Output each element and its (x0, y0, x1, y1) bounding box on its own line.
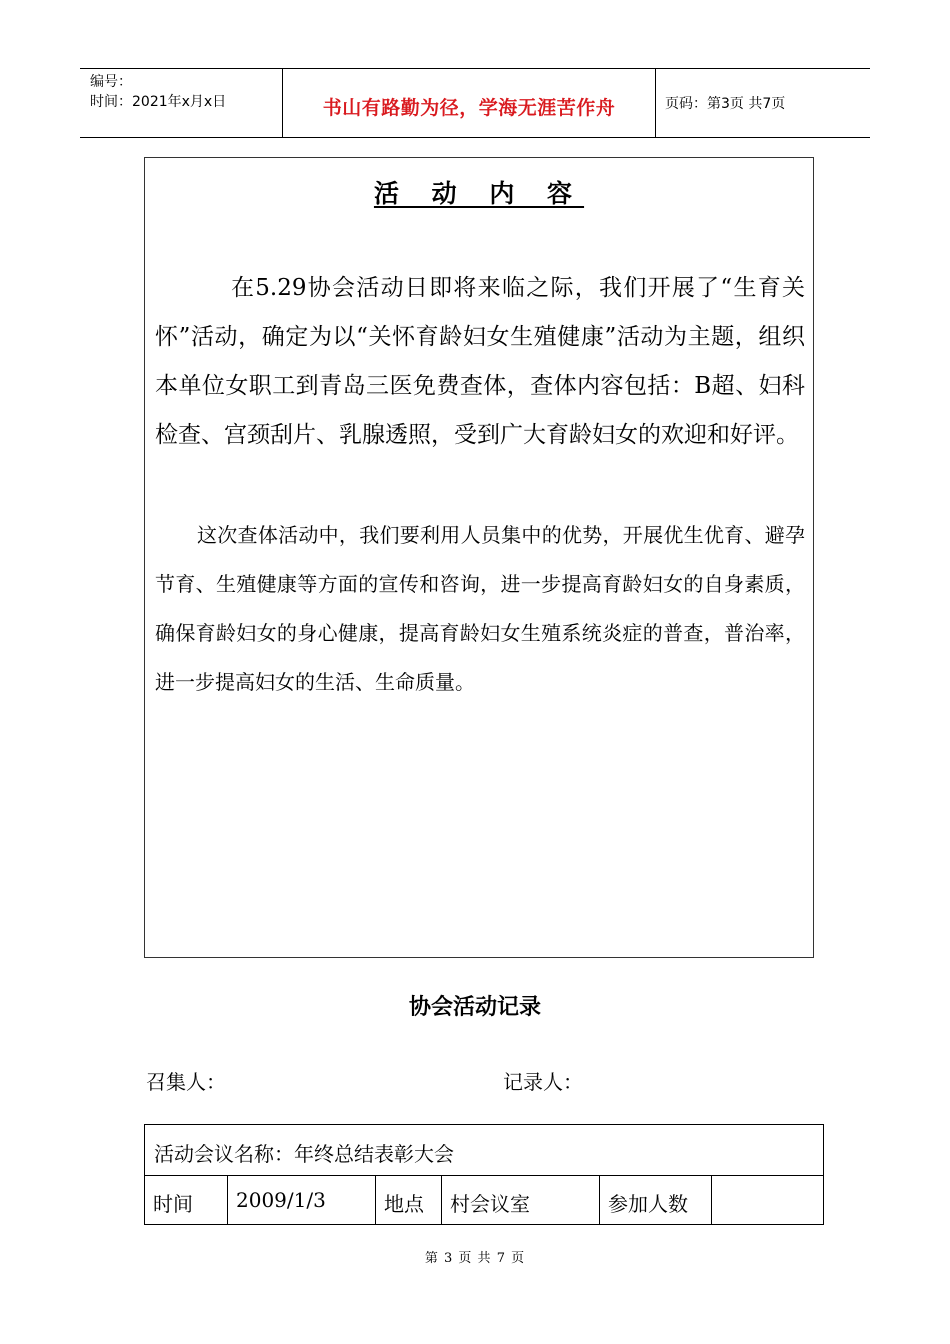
place-label-cell (375, 1176, 441, 1224)
document-header (80, 68, 870, 138)
header-meta-cell (80, 69, 282, 137)
header-page-cell (655, 69, 870, 137)
recorder-label: 记录人： (503, 1070, 583, 1094)
place-value: 村会议室 (450, 1192, 530, 1216)
time-label-cell (145, 1176, 227, 1224)
activity-content-box (144, 157, 814, 958)
page-info: 页码：第3页 共7页 (665, 96, 786, 112)
meeting-details-row (145, 1176, 823, 1224)
time-value-cell (227, 1176, 375, 1224)
page-footer: 第 3 页 共 7 页 (424, 1251, 526, 1266)
time-label-text: 时间 (153, 1192, 193, 1216)
meeting-name: 活动会议名称：年终总结表彰大会 (154, 1142, 454, 1166)
participants-label-cell (599, 1176, 711, 1224)
record-table (144, 1124, 824, 1225)
activity-title: 活 动 内 容 (373, 179, 585, 208)
time-label: 时间：2021年x月x日 (90, 94, 227, 110)
place-label-text: 地点 (384, 1192, 424, 1216)
participants-label-text: 参加人数 (608, 1192, 688, 1216)
motto-text: 书山有路勤为径，学海无涯苦作舟 (322, 97, 616, 119)
activity-paragraph-2: 这次查体活动中，我们要利用人员集中的优势，开展优生优育、避孕节育、生殖健康等方面的宣传和咨询，进一步提高育龄妇女的自身素质，确保育龄妇女的身心健康，提高育龄妇女生殖系统炎症的普查，普治率，进一步提高妇女的生活、生命质量。 (155, 523, 805, 694)
place-value-cell (441, 1176, 599, 1224)
participants-value-cell (711, 1176, 823, 1224)
header-motto-cell (282, 69, 656, 137)
meeting-name-row (145, 1125, 823, 1176)
number-label: 编号： (90, 74, 132, 90)
convener-label: 召集人： (146, 1070, 226, 1094)
time-value: 2009/1/3 (236, 1188, 326, 1212)
activity-paragraph-1: 在5.29协会活动日即将来临之际，我们开展了“生育关怀”活动，确定为以“关怀育龄妇女生殖健康”活动为主题，组织本单位女职工到青岛三医免费查体，查体内容包括：B超、妇科检查、宫颈刮片、乳腺透照，受到广大育龄妇女的欢迎和好评。 (155, 275, 805, 448)
record-title: 协会活动记录 (408, 995, 541, 1020)
